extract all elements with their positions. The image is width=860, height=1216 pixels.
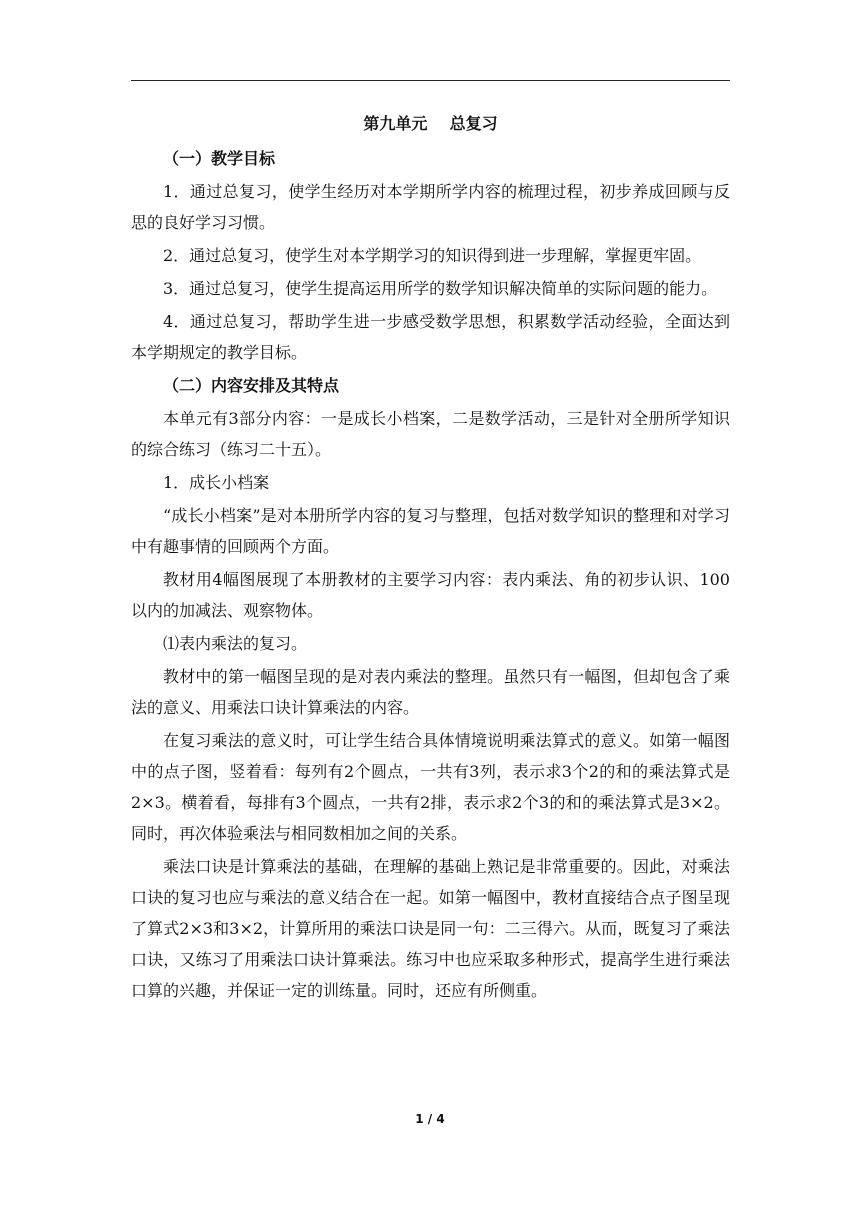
section-heading-goals: （一）教学目标 (163, 149, 276, 168)
body-paragraph: 教材用4幅图展现了本册教材的主要学习内容：表内乘法、角的初步认识、100以内的加减法、观察物体。 (131, 570, 730, 620)
goal-paragraph: 3．通过总复习，使学生提高运用所学的数学知识解决简单的实际问题的能力。 (163, 279, 718, 298)
document-body (131, 108, 730, 1008)
body-paragraph: 1．成长小档案 (163, 473, 270, 492)
body-paragraph: 教材中的第一幅图呈现的是对表内乘法的整理。虽然只有一幅图，但却包含了乘法的意义、用乘法口诀计算乘法的内容。 (131, 667, 730, 717)
body-paragraph: 乘法口诀是计算乘法的基础，在理解的基础上熟记是非常重要的。因此，对乘法口诀的复习也应与乘法的意义结合在一起。如第一幅图中，教材直接结合点子图呈现了算式2×3和3×2，计算所用的乘法口诀是同一句：二三得六。从而，既复习了乘法口诀，又练习了用乘法口诀计算乘法。练习中也应采取多种形式，提高学生进行乘法口算的兴趣，并保证一定的训练量。同时，还应有所侧重。 (131, 857, 730, 1000)
body-paragraph: 本单元有3部分内容：一是成长小档案，二是数学活动，三是针对全册所学知识的综合练习（练习二十五）。 (131, 409, 730, 459)
body-paragraph: “成长小档案”是对本册所学内容的复习与整理，包括对数学知识的整理和对学习中有趣事情的回顾两个方面。 (131, 506, 730, 556)
goal-paragraph: 4．通过总复习，帮助学生进一步感受数学思想，积累数学活动经验，全面达到本学期规定的教学目标。 (131, 312, 730, 362)
goal-paragraph: 2．通过总复习，使学生对本学期学习的知识得到进一步理解，掌握更牢固。 (163, 246, 702, 265)
header-rule (131, 80, 730, 81)
page-number: 1 / 4 (415, 1112, 445, 1126)
body-paragraph: 在复习乘法的意义时，可让学生结合具体情境说明乘法算式的意义。如第一幅图中的点子图，竖着看：每列有2个圆点，一共有3列，表示求3个2的和的乘法算式是2×3。横着看，每排有3个圆点，一共有2排，表示求2个3的和的乘法算式是3×2。同时，再次体验乘法与相同数相加之间的关系。 (131, 731, 730, 843)
body-paragraph: ⑴表内乘法的复习。 (163, 634, 308, 653)
section-heading-content: （二）内容安排及其特点 (163, 376, 340, 395)
goal-paragraph: 1．通过总复习，使学生经历对本学期所学内容的梳理过程，初步养成回顾与反思的良好学习习惯。 (131, 182, 730, 232)
page-title: 第九单元 总复习 (363, 114, 498, 133)
